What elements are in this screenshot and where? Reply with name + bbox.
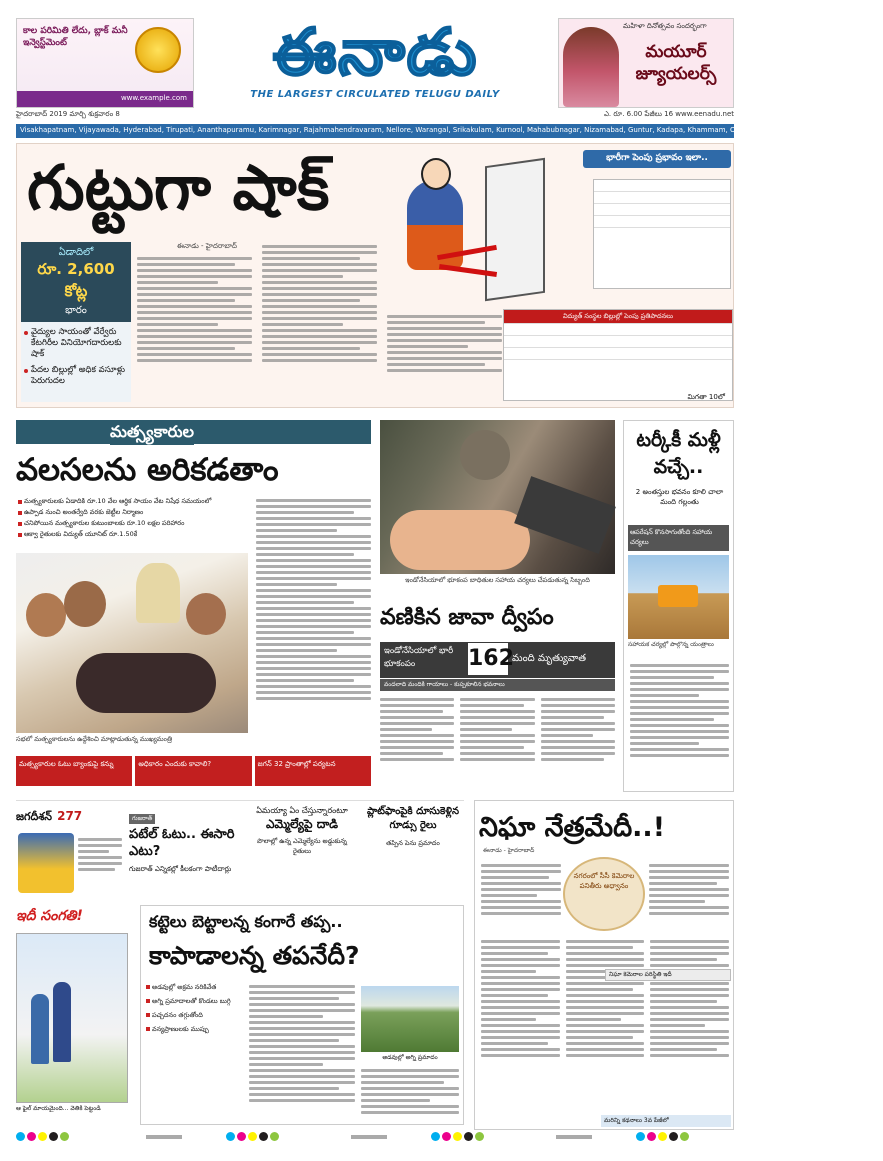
- color-dot: [475, 1132, 484, 1141]
- forest-story[interactable]: [140, 905, 464, 1125]
- related-link[interactable]: అధికారం ఎందుకు కావాలి?: [135, 756, 251, 786]
- related-link[interactable]: జగన్ 32 ప్రాంతాల్లో పర్యటన: [255, 756, 371, 786]
- nigha-byline: ఈనాడు - హైదరాబాద్: [483, 847, 535, 854]
- color-dot: [27, 1132, 36, 1141]
- lead-highlight-box: [21, 242, 131, 402]
- excavator-photo: [628, 555, 729, 639]
- kicker-text: మత్స్యకారుల: [110, 422, 194, 445]
- forest-headline-1: కట్టెలు బెట్టాలన్న కంగారే తప్ప..: [149, 912, 343, 931]
- cricket-brief[interactable]: [16, 805, 124, 895]
- nigha-callout: [563, 857, 645, 931]
- cartoon-caption: ఆ ఫైల్ మాయమైంది... వెతికి పెట్టండి: [16, 1105, 101, 1112]
- table2-title: విద్యుత్ సంస్థల బిల్లుల్లో పెంపు ప్రతిపాదనలు: [504, 310, 732, 323]
- related-link[interactable]: మత్స్యకారుల ఓటు బ్యాంకుపై కన్ను: [16, 756, 132, 786]
- lead-point: వైద్యుల సాయంతో వేర్వేరు కేటగిరీల వినియోగదారులకు షాక్: [21, 322, 131, 360]
- box-line-c: భారం: [65, 305, 87, 316]
- mla-sub: పొలాల్లో ఉన్న ఎమ్మెల్యేను అడ్డుకున్న రైతులు: [257, 837, 347, 855]
- lead-headline[interactable]: గుట్టుగా షాక్: [27, 151, 330, 224]
- color-dot: [16, 1132, 25, 1141]
- toll-label: ఇండోనేసియాలో భారీ భూకంపం: [384, 646, 454, 669]
- patel-brief[interactable]: [129, 805, 241, 895]
- color-dot: [60, 1132, 69, 1141]
- surveillance-story[interactable]: [474, 800, 734, 1130]
- color-dot: [248, 1132, 257, 1141]
- patel-tag: గుజరాత్: [129, 814, 155, 824]
- bullet-item: ఉప్పాడ నుంచి అంతర్వేది వరకు జెట్టీల నిర్మాణం: [16, 507, 371, 518]
- tagline: THE LARGEST CIRCULATED TELUGU DAILY: [250, 89, 500, 100]
- color-dots: [16, 1132, 69, 1141]
- color-dot: [464, 1132, 473, 1141]
- tariff-table-2: [503, 309, 733, 401]
- nigha-col-left: [481, 861, 561, 918]
- newspaper-name: ఈనాడు: [272, 16, 479, 90]
- bullet-item: వన్యప్రాణులకు ముప్పు: [145, 1024, 245, 1034]
- color-dot: [680, 1132, 689, 1141]
- mla-kicker: ఏమయ్యా ఏం చేస్తున్నారంటూ: [256, 806, 348, 815]
- train-headline: ప్లాట్‌ఫాంపైకి దూసుకెళ్లిన గూడ్సు రైలు: [366, 806, 459, 831]
- color-dot: [669, 1132, 678, 1141]
- advertisement-right[interactable]: [558, 18, 734, 108]
- cartoon-box[interactable]: [16, 905, 128, 1125]
- forest-photo: [361, 986, 459, 1052]
- fishermen-story[interactable]: [16, 420, 371, 792]
- edition-list: Visakhapatnam, Vijayawada, Hyderabad, Tirupati, Ananthapuramu, Karimnagar, Rajahmahendravaram, Nellore, Warangal, Srikakulam, Kurnool, Mahabubnagar, Nizamabad, Guntur, Kadapa, Khammam, Ongole, Bengaluru, Chennai, Delhi, Mumbai: [20, 126, 883, 134]
- toll-suffix: మంది మృత్యువాత: [512, 653, 587, 664]
- fish-headline[interactable]: వలసలను అరికడతాం: [16, 452, 279, 488]
- fish-body-text: [256, 496, 371, 746]
- masthead-logo[interactable]: [203, 14, 548, 100]
- forest-photo-caption: అడవుల్లో అగ్ని ప్రమాదం: [382, 1054, 438, 1061]
- man-head: [421, 158, 451, 190]
- death-toll-bar: [380, 642, 615, 678]
- mla-brief[interactable]: [248, 805, 356, 895]
- jag-score: 277: [57, 809, 83, 823]
- table-title: భారీగా పెంపు ప్రభావం ఇలా..: [583, 150, 731, 168]
- lead-byline: ఈనాడు - హైదరాబాద్: [177, 242, 237, 250]
- turkey-headline[interactable]: టర్కీకీ మళ్లీ వచ్చే..: [636, 429, 721, 478]
- color-dot: [431, 1132, 440, 1141]
- ad-left-bar: www.example.com: [120, 94, 187, 102]
- turkey-note: ఆపరేషన్ కొనసాగుతోంది సహాయ చర్యలు: [628, 525, 729, 551]
- cricketer-photo: [18, 833, 74, 893]
- mla-headline: ఎమ్మెల్యేపై దాడి: [265, 817, 339, 831]
- color-dot: [226, 1132, 235, 1141]
- edition-bar: [16, 124, 883, 138]
- color-dots: [636, 1132, 689, 1141]
- cartoon-image: [16, 933, 128, 1103]
- color-dots: [226, 1132, 279, 1141]
- color-registration-bar: [16, 1130, 734, 1144]
- callout-text: నగరంలో సీసీ కెమెరాల పనితీరు అధ్వానం: [573, 872, 635, 890]
- toll-count: 162: [468, 643, 508, 675]
- cartoon-title: ఇదీ సంగతి!: [16, 908, 83, 924]
- color-dot: [38, 1132, 47, 1141]
- color-dots: [431, 1132, 484, 1141]
- rescue-photo: [380, 420, 615, 574]
- color-dot: [259, 1132, 268, 1141]
- nigha-headline[interactable]: నిఘా నేత్రమేదీ..!: [479, 812, 666, 843]
- briefs-row: [16, 800, 464, 898]
- train-brief[interactable]: [362, 805, 464, 895]
- jag-name: జగదీశన్: [16, 810, 52, 823]
- color-dot: [453, 1132, 462, 1141]
- ad-logo-icon: [135, 27, 181, 73]
- color-dot: [658, 1132, 667, 1141]
- bullet-item: పచ్చదనం తగ్గుతోంది: [145, 1010, 245, 1020]
- turkey-body-text: [630, 661, 729, 760]
- lead-body-text: [137, 242, 512, 402]
- box-amount: రూ. 2,600 కోట్ల: [37, 260, 115, 300]
- lead-story[interactable]: [16, 143, 734, 408]
- java-subhead: వందలాది మందికి గాయాలు - కుప్పకూలిన భవనాలు: [380, 679, 615, 691]
- patel-headline: పటేల్ ఓటు.. ఈసారి ఎటు?: [129, 827, 235, 859]
- model-image: [563, 27, 619, 107]
- color-dot: [442, 1132, 451, 1141]
- dateline-left: హైదరాబాద్ 2019 మార్చి శుక్రవారం 8: [16, 110, 120, 118]
- fish-photo-caption: సభలో మత్స్యకారులను ఉద్దేశించి మాట్లాడుతున్న ముఖ్యమంత్రి: [16, 735, 173, 743]
- bullet-item: మత్స్యకారులకు ఏడాదికి రూ.10 వేల ఆర్థిక సాయం వేట నిషేధ సమయంలో: [16, 496, 371, 507]
- cm-event-photo: [16, 553, 248, 733]
- color-dot: [270, 1132, 279, 1141]
- nigha-col-right: [649, 861, 729, 918]
- java-body-text: [380, 695, 615, 790]
- bullet-item: చనిపోయిన మత్స్యకారుల కుటుంబాలకు రూ.10 లక్షల పరిహారం: [16, 518, 371, 529]
- nigha-body-text: [481, 937, 729, 1097]
- advertisement-left[interactable]: [16, 18, 194, 108]
- patel-sub: గుజరాత్ ఎన్నికల్లో కీలకంగా పాటీదార్లు: [129, 865, 232, 873]
- turkey-subhead: 2 అంతస్తుల భవనం కూలి చాలా మంది గల్లంతు: [635, 488, 724, 506]
- forest-body-text: [249, 982, 355, 1105]
- ad-left-text: కాల పరిమితి లేదు, బ్లాక్ మనీ ఇన్వెస్ట్‌మెంట్: [23, 26, 128, 48]
- nigha-box-title: నిఘా కెమెరాల పరిస్థితి ఇదీ: [605, 969, 731, 981]
- related-links-strip: [16, 756, 371, 786]
- color-dot: [237, 1132, 246, 1141]
- figure-2: [53, 982, 71, 1062]
- forest-bullets: [145, 982, 245, 1038]
- dateline-right: ఎ. రూ. 6.00 పేజీలు 16 www.eenadu.net: [603, 110, 734, 118]
- tariff-table: [503, 144, 733, 402]
- bullet-item: ఆక్వా రైతులకు విద్యుత్ యూనిట్ రూ.1.50కే: [16, 529, 371, 540]
- java-headline[interactable]: వణికిన జావా ద్వీపం: [380, 605, 554, 630]
- train-sub: తప్పిన పెను ప్రమాదం: [386, 839, 440, 847]
- fish-kicker: [16, 420, 371, 444]
- tariff-table-1: [593, 179, 731, 289]
- bullet-item: అగ్ని ప్రమాదాలతో కొండలు బుగ్గి: [145, 996, 245, 1006]
- color-dot: [647, 1132, 656, 1141]
- java-quake-story[interactable]: [380, 420, 615, 792]
- ad-right-brand: మయూర్ జ్యూయలర్స్: [635, 42, 717, 84]
- color-dot: [49, 1132, 58, 1141]
- forest-body-text-2: [361, 1066, 459, 1117]
- dateline: [16, 110, 734, 122]
- turkey-photo-caption: సహాయక చర్యల్లో పాల్గొన్న యంత్రాలు: [628, 641, 714, 648]
- turkey-story[interactable]: [623, 420, 734, 792]
- forest-headline-2[interactable]: కాపాడాలన్న తపనేదీ?: [149, 941, 360, 970]
- figure-1: [31, 994, 49, 1064]
- java-photo-caption: ఇండోనేసియాలో భూకంప బాధితుల సహాయ చర్యలు చేపడుతున్న సిబ్బంది: [405, 576, 590, 584]
- box-line-a: ఏడాదిలో: [58, 247, 94, 258]
- lead-point: పేదల బిల్లుల్లో అధిక వసూళ్లు పెరుగుదల: [21, 360, 131, 387]
- excavator-icon: [658, 585, 698, 607]
- bullet-item: అడవుల్లో అక్రమ నరికివేత: [145, 982, 245, 992]
- color-dot: [636, 1132, 645, 1141]
- ad-right-top: మహిళా దినోత్సవం సందర్భంగా: [623, 22, 707, 30]
- nigha-footer-link[interactable]: మరిన్ని కథనాలు 3వ పేజీలో: [601, 1115, 731, 1127]
- continued-note: మిగతా 10లో: [687, 393, 725, 401]
